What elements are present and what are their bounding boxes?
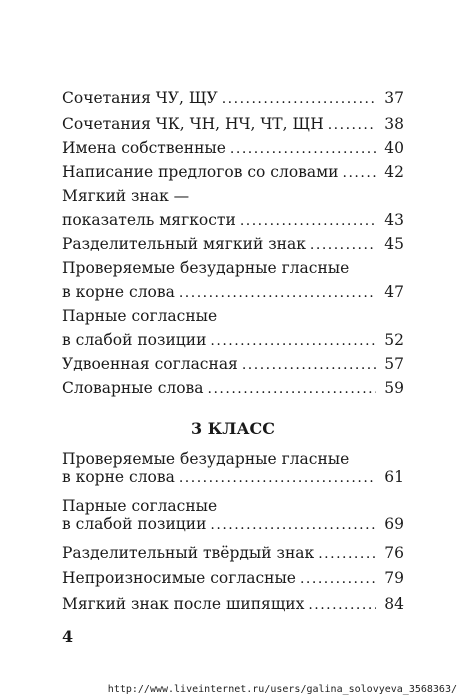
toc-entry-title: в корне слова — [62, 283, 175, 301]
watermark-url: http://www.liveinternet.ru/users/galina_solovyeva_3568363/ — [107, 684, 457, 695]
leader-dots — [179, 284, 376, 302]
leader-dots — [208, 380, 376, 398]
toc-entry-page: 38 — [384, 115, 404, 133]
toc-entry-title: Проверяемые безударные гласные — [62, 259, 350, 277]
toc-entry-title: Словарные слова — [62, 379, 204, 397]
toc-entry-title: Разделительный твёрдый знак — [62, 544, 315, 562]
leader-dots — [318, 545, 376, 563]
toc-entry — [62, 259, 404, 277]
toc-entry-page: 37 — [384, 89, 404, 107]
toc-entry — [62, 89, 404, 108]
toc-entry — [62, 595, 404, 614]
toc-entry-title: Разделительный мягкий знак — [62, 235, 306, 253]
leader-dots — [222, 90, 376, 108]
toc-entry-page: 84 — [384, 595, 404, 613]
toc-entry-page: 79 — [384, 569, 404, 587]
toc-entry — [62, 379, 404, 398]
toc-entry-page: 47 — [384, 283, 404, 301]
leader-dots — [308, 596, 376, 614]
leader-dots — [240, 212, 376, 230]
toc-entry-title: Имена собственные — [62, 139, 226, 157]
toc-entry — [62, 544, 404, 563]
leader-dots — [310, 236, 376, 254]
page-number: 4 — [62, 627, 74, 646]
toc-entry-continuation — [62, 211, 404, 230]
toc-entry-title: Парные согласные — [62, 497, 218, 515]
toc-entry-title: Сочетания ЧУ, ЩУ — [62, 89, 218, 107]
toc-entry — [62, 355, 404, 374]
toc-entry-page: 42 — [384, 163, 404, 181]
toc-entry-title: Сочетания ЧК, ЧН, НЧ, ЧТ, ЩН — [62, 115, 324, 133]
toc-entry — [62, 497, 404, 515]
toc-entry-continuation — [62, 468, 404, 487]
leader-dots — [343, 164, 376, 182]
toc-entry-continuation — [62, 283, 404, 302]
leader-dots — [300, 570, 376, 588]
toc-entry-continuation — [62, 515, 404, 534]
toc-entry-title: Мягкий знак — — [62, 187, 190, 205]
toc-entry-continuation — [62, 331, 404, 350]
toc-entry-title: Проверяемые безударные гласные — [62, 450, 350, 468]
leader-dots — [179, 469, 376, 487]
leader-dots — [210, 332, 376, 350]
toc-entry-page: 52 — [384, 331, 404, 349]
toc-entry — [62, 569, 404, 588]
section-heading: 3 КЛАСС — [191, 419, 275, 438]
toc-entry-title: в слабой позиции — [62, 331, 207, 349]
toc-entry-page: 57 — [384, 355, 404, 373]
toc-entry-title: Непроизносимые согласные — [62, 569, 296, 587]
toc-entry — [62, 235, 404, 254]
toc-entry-page: 59 — [384, 379, 404, 397]
leader-dots — [242, 356, 376, 374]
toc-entry — [62, 450, 404, 468]
leader-dots — [328, 116, 376, 134]
toc-entry-page: 40 — [384, 139, 404, 157]
toc-entry-page: 45 — [384, 235, 404, 253]
leader-dots — [210, 516, 376, 534]
toc-entry-title: Парные согласные — [62, 307, 218, 325]
toc-entry-title: Удвоенная согласная — [62, 355, 238, 373]
toc-entry-title: Мягкий знак после шипящих — [62, 595, 305, 613]
toc-entry — [62, 115, 404, 134]
toc-entry-title: в корне слова — [62, 468, 175, 486]
toc-entry-title: показатель мягкости — [62, 211, 236, 229]
toc-entry-page: 76 — [384, 544, 404, 562]
toc-entry — [62, 163, 404, 182]
toc-entry — [62, 307, 404, 325]
toc-entry-title: Написание предлогов со словами — [62, 163, 339, 181]
toc-entry — [62, 187, 404, 205]
toc-entry-page: 43 — [384, 211, 404, 229]
toc-entry-page: 61 — [384, 468, 404, 486]
toc-entry-page: 69 — [384, 515, 404, 533]
toc-entry-title: в слабой позиции — [62, 515, 207, 533]
toc-entry — [62, 139, 404, 158]
leader-dots — [230, 140, 376, 158]
